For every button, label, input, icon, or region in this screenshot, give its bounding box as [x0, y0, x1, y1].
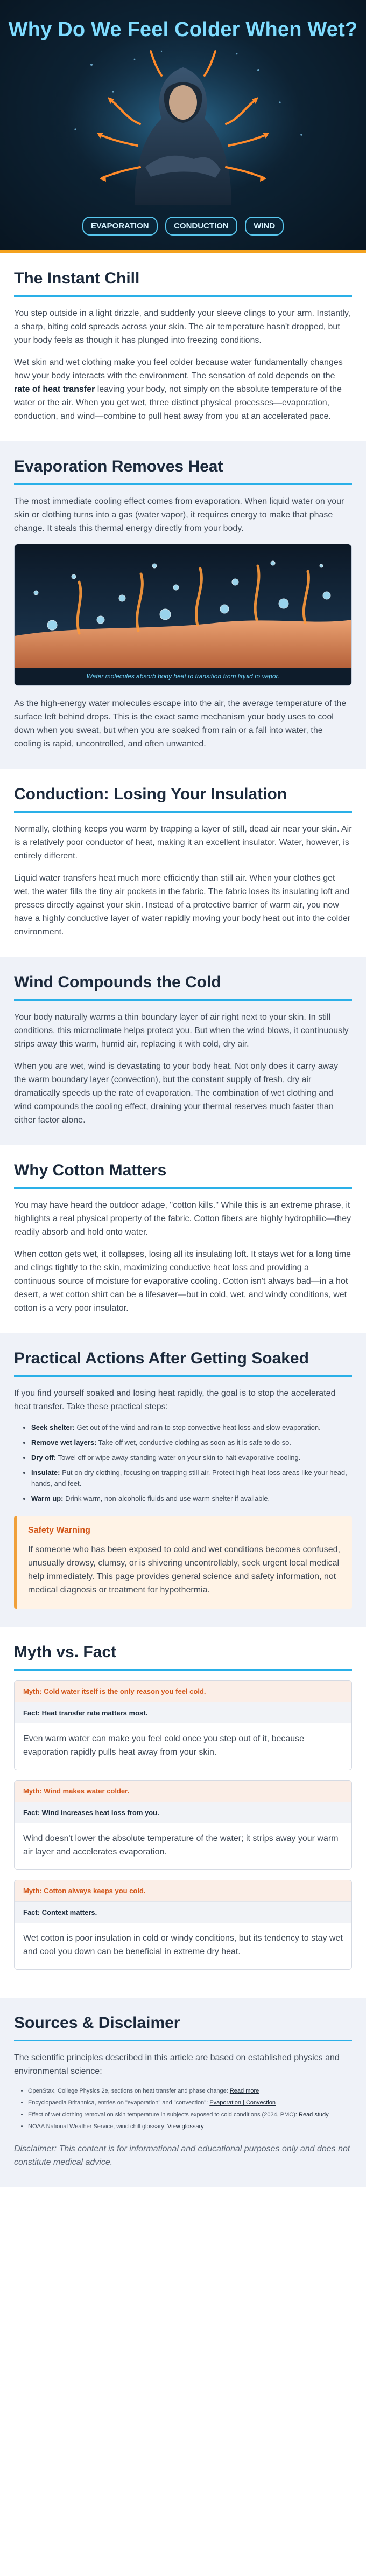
source-link[interactable]: Evaporation | Convection	[209, 2100, 276, 2106]
section-title: Sources & Disclaimer	[14, 2014, 352, 2041]
section-instant-chill	[0, 253, 366, 441]
topic-badges	[0, 217, 366, 236]
section-sources	[0, 1998, 366, 2187]
section-title: Wind Compounds the Cold	[14, 973, 352, 1001]
warning-text: If someone who has been exposed to cold and wet conditions becomes confused, unusually drowsy, clumsy, or is shivering uncontrollably, seek urgent local medical help immediately. This page provides general science and safety information, not medical diagnosis or treatment for hypothermia.	[28, 1545, 340, 1595]
list-item: • Remove wet layers: Take off wet, conductive clothing as soon as it is safe to do so.	[31, 1437, 352, 1448]
myth-statement: Myth: Cold water itself is the only reason you feel cold.	[15, 1681, 351, 1702]
paragraph: Liquid water transfers heat much more efficiently than still air. When your clothes get wet, the water fills the tiny air pockets in the fabric. The fabric loses its insulating loft and presses directly against your skin. Instead of a protective barrier of warm air, you now have a highly conductive layer of water rapidly moving your body heat out into the colder environment.	[14, 874, 351, 937]
disclaimer: Disclaimer: This content is for informational and educational purposes only and does not constitute medical advice.	[14, 2144, 350, 2167]
paragraph: Wet skin and wet clothing make you feel colder because water fundamentally changes how your body interacts with the environment. The sensation of cold depends on the rate of heat transfer leaving your body, not simply on the absolute temperature of the water or the air. When you get wet, three distinct physical processes—evaporation, conduction, and wind—combine to pull heat away from you at an accelerated pace.	[14, 358, 343, 421]
section-evaporation	[0, 441, 366, 769]
list-item: • Dry off: Towel off or wipe away standing water on your skin to halt evaporative cooling.	[31, 1452, 352, 1463]
paragraph: The scientific principles described in this article are based on established physics and environmental science:	[14, 2053, 340, 2076]
source-link[interactable]: Read study	[299, 2111, 329, 2118]
evaporation-figure	[14, 544, 352, 686]
paragraph: If you find yourself soaked and losing heat rapidly, the goal is to stop the accelerated heat transfer. Take these practical steps:	[14, 1389, 336, 1411]
section-title: Myth vs. Fact	[14, 1643, 352, 1671]
myth-card	[14, 1680, 352, 1770]
myth-card	[14, 1780, 352, 1870]
badge-evaporation: EVAPORATION	[82, 217, 158, 236]
paragraph: Your body naturally warms a thin boundary layer of air right next to your skin. In still conditions, this microclimate helps protect you. But when the wind blows, it continuously strips away this warm, humid air, replacing it with cold, dry air.	[14, 1013, 349, 1049]
section-wind	[0, 957, 366, 1145]
paragraph: As the high-energy water molecules escape into the air, the average temperature of the surface left behind drops. This is the exact same mechanism your body uses to cool down when you sweat, but when you are soaked from rain or a fall into water, the cooling is rapid, uncontrolled, and often unwanted.	[14, 699, 347, 749]
source-item: • OpenStax, College Physics 2e, sections on heat transfer and phase change: Read more	[28, 2087, 352, 2096]
myth-explanation: Wet cotton is poor insulation in cold or windy conditions, but its tendency to stay wet and cool you down can be beneficial in extreme dry heat.	[23, 1934, 343, 1956]
source-item: • Encyclopaedia Britannica, entries on "evaporation" and "convection": Evaporation | Convection	[28, 2099, 352, 2108]
section-title: Evaporation Removes Heat	[14, 458, 352, 485]
source-link[interactable]: Read more	[229, 2088, 259, 2094]
section-title: Conduction: Losing Your Insulation	[14, 785, 352, 813]
paragraph: You may have heard the outdoor adage, "cotton kills." While this is an extreme phrase, it highlights a real physical property of the fabric. Cotton fibers are highly hydrophilic—they readily absorb and hold onto water.	[14, 1201, 351, 1237]
section-practical-actions	[0, 1333, 366, 1627]
paragraph: You step outside in a light drizzle, and suddenly your sleeve clings to your arm. Instantly, a sharp, biting cold spreads across your skin. The air temperature hasn't dropped, but your body feels as though it has plunged into freezing conditions.	[14, 309, 351, 345]
safety-warning	[14, 1516, 352, 1609]
figure-caption: Water molecules absorb body heat to transition from liquid to vapor.	[15, 668, 351, 685]
source-link[interactable]: View glossary	[167, 2123, 204, 2130]
fact-statement: Fact: Context matters.	[15, 1901, 351, 1923]
list-item: • Seek shelter: Get out of the wind and rain to stop convective heat loss and slow evaporation.	[31, 1422, 352, 1433]
paragraph: The most immediate cooling effect comes from evaporation. When liquid water on your skin or clothing turns into a gas (water vapor), it requires energy to make that phase change. It steals this thermal energy directly from your body.	[14, 497, 344, 533]
hero-banner	[0, 0, 366, 253]
source-list	[14, 2087, 352, 2131]
person-hood-illustration	[0, 43, 366, 205]
paragraph: Normally, clothing keeps you warm by trapping a layer of still, dead air near your skin. Air is a relatively poor conductor of heat, making it an excellent insulator. Water, however, is entirely different.	[14, 825, 352, 861]
section-myth-vs-fact	[0, 1627, 366, 1998]
list-item: • Insulate: Put on dry clothing, focusing on trapping still air. Protect high-heat-loss areas like your head, hands, and feet.	[31, 1467, 352, 1489]
source-item: • NOAA National Weather Service, wind chill glossary: View glossary	[28, 2122, 352, 2131]
myth-statement: Myth: Cotton always keeps you cold.	[15, 1880, 351, 1901]
myth-explanation: Wind doesn't lower the absolute temperature of the water; it strips away your warm air layer and accelerates evaporation.	[23, 1834, 339, 1857]
paragraph: When you are wet, wind is devastating to your body heat. Not only does it carry away the warm boundary layer (convection), but the constant supply of fresh, dry air dramatically speeds up the rate of evaporation. The combination of wet clothing and wind compounds the cooling effect, draining your thermal reserves much faster than either factor alone.	[14, 1062, 339, 1125]
fact-statement: Fact: Wind increases heat loss from you.	[15, 1802, 351, 1823]
section-title: Why Cotton Matters	[14, 1161, 352, 1189]
bold-term: rate of heat transfer	[14, 385, 95, 394]
badge-wind: WIND	[245, 217, 284, 236]
page-title: Why Do We Feel Colder When Wet?	[8, 18, 358, 41]
action-list	[14, 1422, 352, 1504]
myth-explanation: Even warm water can make you feel cold once you step out of it, because evaporation rapidly pulls heat away from your skin.	[23, 1734, 305, 1757]
source-item: • Effect of wet clothing removal on skin temperature in subjects exposed to cold conditions (2024, PMC): Read study	[28, 2110, 352, 2120]
fact-statement: Fact: Heat transfer rate matters most.	[15, 1702, 351, 1723]
myth-card	[14, 1880, 352, 1970]
section-title: The Instant Chill	[14, 269, 352, 297]
section-cotton	[0, 1145, 366, 1333]
paragraph: When cotton gets wet, it collapses, losing all its insulating loft. It stays wet for a long time and clings tightly to the skin, maximizing conductive heat loss and providing a continuous source of moisture for evaporative cooling. Cotton isn't always bad—in a hot desert, a wet cotton shirt can be a lifesaver—but in cold, wet, and windy conditions, wet cotton is a very poor insulator.	[14, 1250, 351, 1313]
badge-conduction: CONDUCTION	[165, 217, 237, 236]
list-item: • Warm up: Drink warm, non-alcoholic fluids and use warm shelter if available.	[31, 1493, 352, 1504]
section-title: Practical Actions After Getting Soaked	[14, 1349, 352, 1377]
water-droplets-illustration	[15, 544, 351, 668]
warning-title: Safety Warning	[28, 1526, 90, 1535]
section-conduction	[0, 769, 366, 957]
myth-statement: Myth: Wind makes water colder.	[15, 1781, 351, 1802]
